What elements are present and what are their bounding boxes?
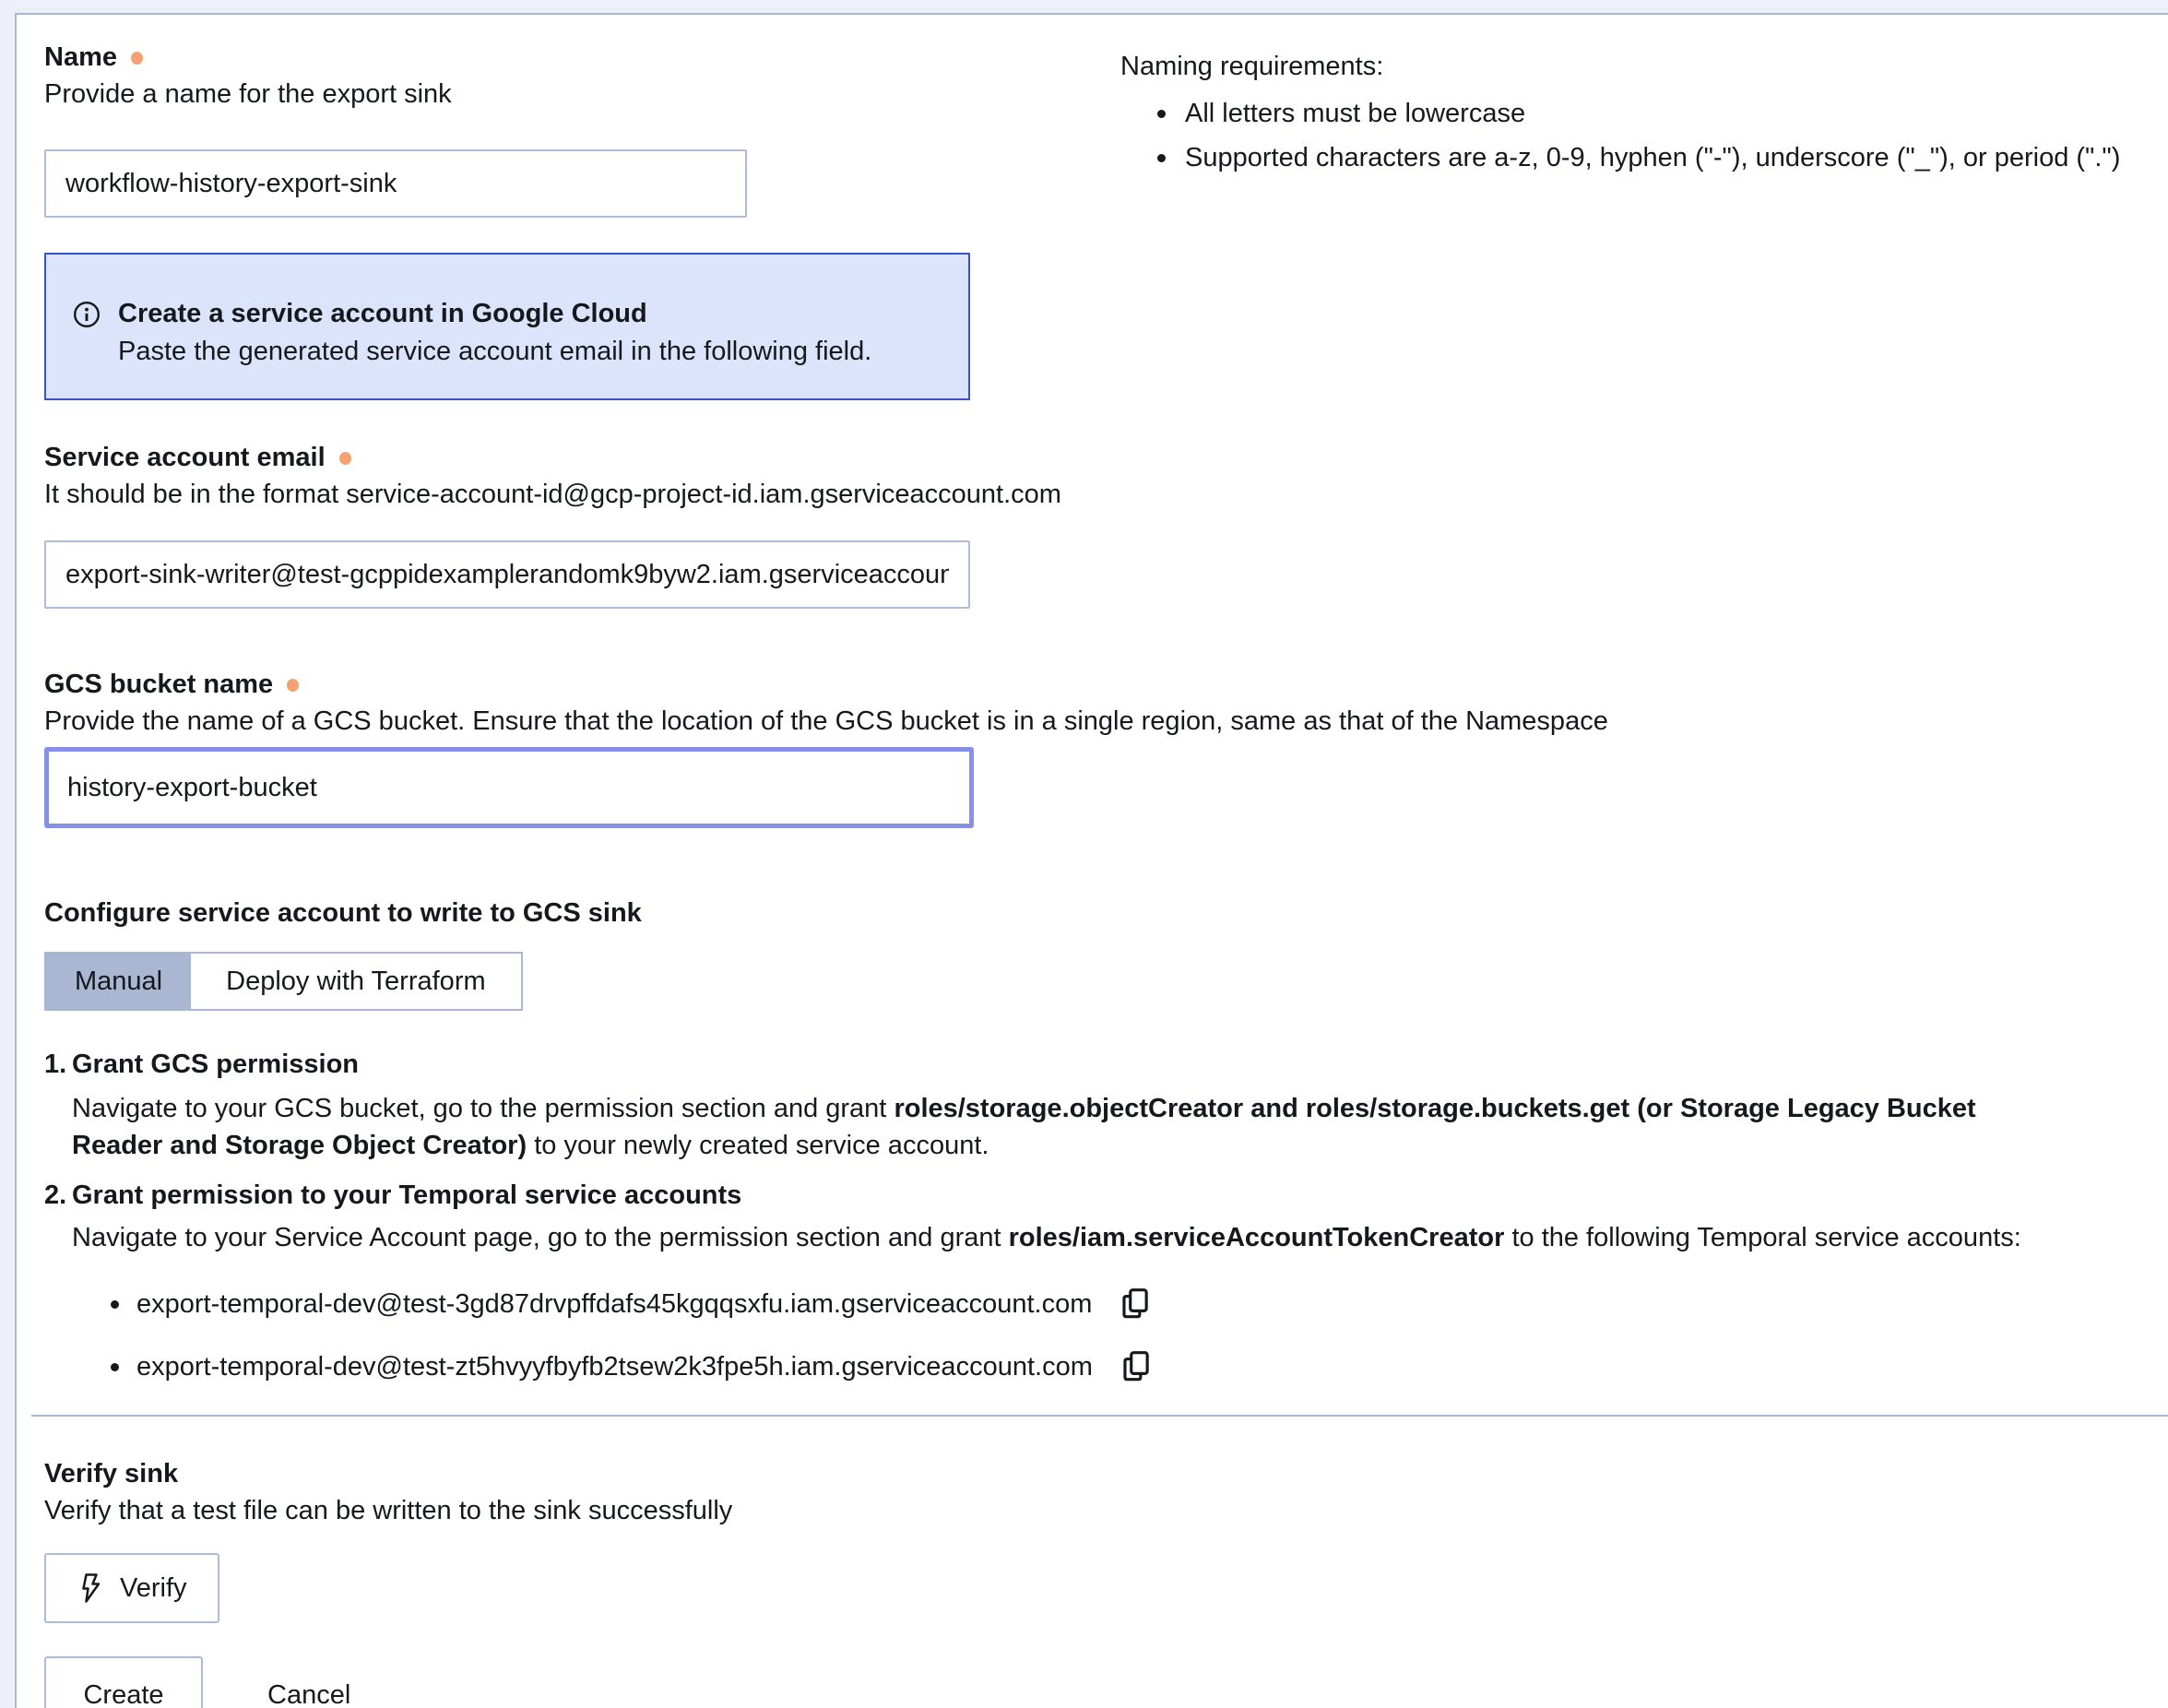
form-panel [15,13,2168,1708]
manual-steps [44,1046,2138,1387]
verify-button[interactable] [44,1553,219,1623]
bullet-dot [111,1363,119,1371]
naming-requirements-list [1120,94,2162,177]
info-banner-description: Paste the generated service account email in the following field. [118,337,872,366]
service-account-row [111,1284,2138,1324]
step-number: 2. [44,1180,67,1210]
naming-requirement-item: Supported characters are a-z, 0-9, hyphen ("-"), underscore ("_"), or period (".") [1120,138,2162,177]
configure-tabs [44,952,523,1011]
required-dot [339,452,351,465]
service-account-email-input[interactable] [44,540,970,609]
gcs-bucket-name-input[interactable] [44,747,974,828]
tab-manual[interactable]: Manual [46,954,191,1009]
service-account-description: It should be in the format service-account-id@gcp-project-id.iam.gserviceaccount.com [44,480,1061,509]
naming-requirements-title: Naming requirements: [1120,52,1384,81]
temporal-service-account-email: export-temporal-dev@test-3gd87drvpffdafs45kgqqsxfu.iam.gserviceaccount.com [136,1288,1093,1319]
required-dot [131,52,143,65]
naming-requirements [1120,48,2162,177]
step-title: Grant permission to your Temporal service accounts [72,1180,742,1210]
verify-section-description: Verify that a test file can be written to the sink successfully [44,1496,733,1525]
copy-icon[interactable] [1117,1347,1155,1386]
step-body: Navigate to your Service Account page, go to the permission section and grant roles/iam.serviceAccountTokenCreator to the following Temporal service accounts: [72,1223,2021,1252]
info-banner-text [118,295,871,371]
lightning-icon [77,1572,104,1604]
name-field-label: Name [44,42,117,72]
configure-section-title: Configure service account to write to GCS sink [44,898,642,928]
temporal-service-account-email: export-temporal-dev@test-zt5hvyyfbyfb2tsew2k3fpe5h.iam.gserviceaccount.com [136,1351,1093,1382]
naming-requirement-item: All letters must be lowercase [1120,94,2162,133]
bucket-label: GCS bucket name [44,670,274,699]
name-input[interactable] [44,149,747,218]
bullet-dot [1157,154,1166,162]
service-account-info-banner [44,253,970,400]
form-actions [44,1656,2138,1708]
bullet-dot [111,1300,119,1309]
bullet-dot [1157,110,1166,118]
temporal-service-account-list [44,1284,2138,1387]
verify-button-label: Verify [120,1572,187,1603]
step-title: Grant GCS permission [72,1050,360,1079]
bucket-description: Provide the name of a GCS bucket. Ensure that the location of the GCS bucket is in a single region, same as that of the Namespace [44,706,1608,736]
step-grant-temporal-permission [44,1177,2138,1256]
section-divider [31,1415,2168,1417]
service-account-row [111,1346,2138,1387]
verify-section-title: Verify sink [44,1459,179,1489]
step-number: 1. [44,1050,67,1079]
service-account-label-row [44,439,2138,476]
copy-icon[interactable] [1116,1285,1155,1323]
info-banner-title: Create a service account in Google Cloud [118,299,647,328]
step-grant-gcs-permission [44,1046,2138,1164]
step-body: Navigate to your GCS bucket, go to the permission section and grant roles/storage.objectCreator and roles/storage.buckets.get (or Storage Legacy Bucket Reader and Storage Object Creator) to your newly created service account. [72,1094,1976,1160]
create-button[interactable]: Create [44,1656,203,1708]
info-icon [72,300,101,329]
bucket-label-row [44,666,2138,703]
service-account-label: Service account email [44,443,326,472]
tab-deploy-with-terraform[interactable]: Deploy with Terraform [191,954,521,1009]
name-field-description: Provide a name for the export sink [44,79,452,109]
cancel-button[interactable]: Cancel [262,1679,356,1708]
required-dot [287,679,299,692]
